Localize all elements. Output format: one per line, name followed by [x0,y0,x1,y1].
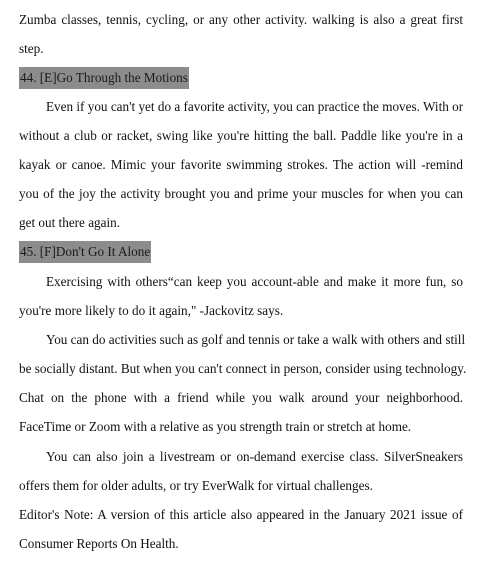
body-line: step. [19,41,44,56]
body-line: Even if you can't yet do a favorite activity, you can practice the moves. With or [46,99,464,114]
editor-note-line: Editor's Note: A version of this article also appeared in the January 2021 issue of [19,507,463,522]
body-line: get out there again. [19,215,121,230]
body-line: You can also join a livestream or on-demand exercise class. SilverSneakers [46,449,463,464]
body-line: you're more likely to do it again," -Jackovitz says. [19,303,284,318]
body-line: kayak or canoe. Mimic your favorite swimming strokes. The action will -remind [19,157,463,172]
body-line: you of the joy the activity brought you and prime your muscles for when you can [19,186,463,201]
body-line: You can do activities such as golf and tennis or take a walk with others and still [46,332,466,347]
body-line: FaceTime or Zoom with a relative as you strength train or stretch at home. [19,419,412,434]
body-line: offers them for older adults, or try EverWalk for virtual challenges. [19,478,373,493]
body-line: Zumba classes, tennis, cycling, or any other activity. walking is also a great first [19,12,463,27]
section-heading-44: 44. [E]Go Through the Motions [19,67,189,89]
body-line: Chat on the phone with a friend while you walk around your neighborhood. [19,390,463,405]
body-line: Exercising with others“can keep you account-able and make it more fun, so [46,274,463,289]
body-line: without a club or racket, swing like you're hitting the ball. Paddle like you're in a [19,128,463,143]
section-heading-45: 45. [F]Don't Go It Alone [19,241,151,263]
body-line: be socially distant. But when you can't connect in person, consider using technology. [19,361,467,376]
editor-note-line: Consumer Reports On Health. [19,536,179,551]
